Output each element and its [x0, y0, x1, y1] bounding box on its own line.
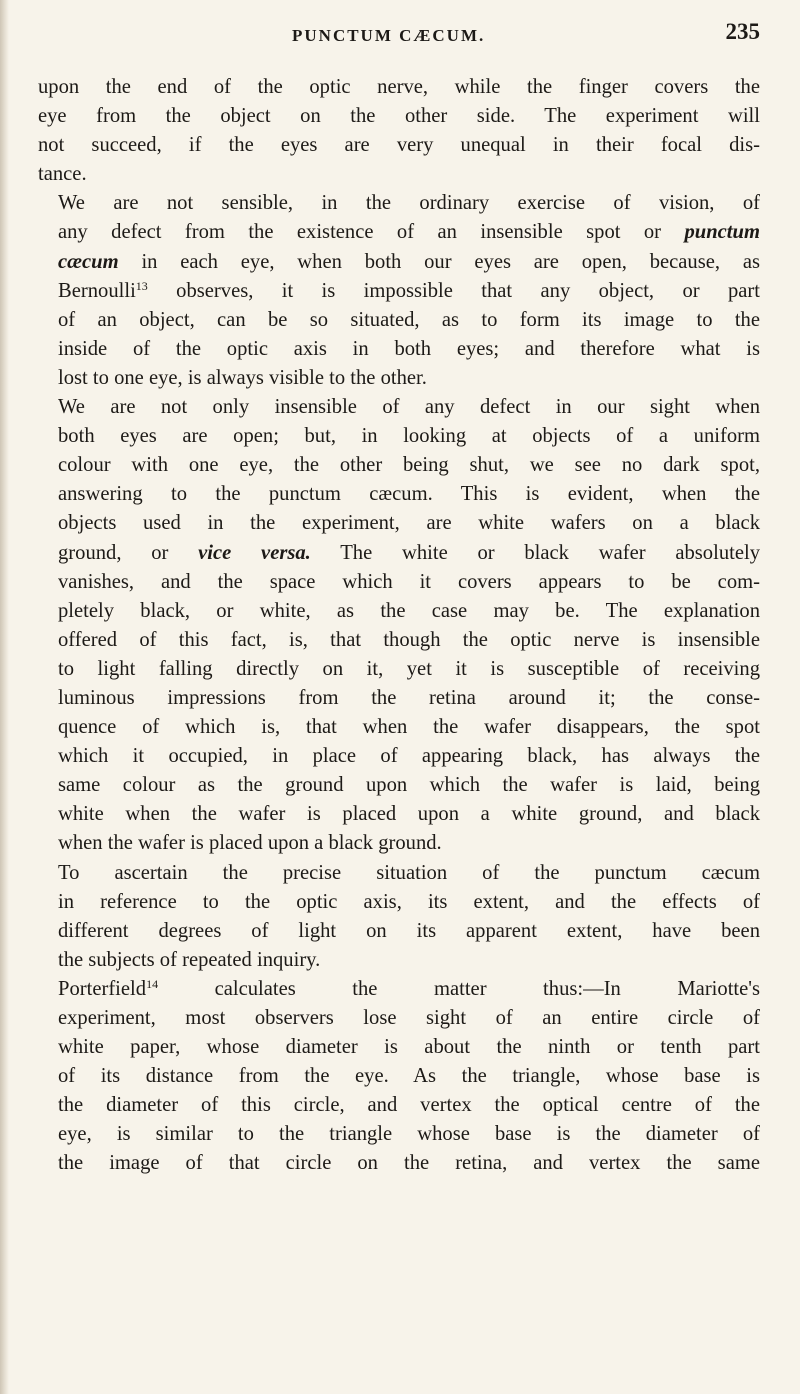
paragraph-2 — [38, 189, 760, 393]
text-segment: calculates the matter thus:—In Mariotte's — [214, 977, 760, 1000]
paragraph-4 — [38, 859, 760, 975]
text-line: experiment, most observers lose sight of an entire circle of — [58, 1007, 760, 1029]
italic-term: vice versa. — [198, 541, 311, 564]
italic-term: cæcum — [58, 250, 119, 273]
text-line — [38, 277, 760, 306]
text-line: answering to the punctum cæcum. This is evident, when the — [58, 483, 760, 506]
text-segment: observes, it is impossible that any object, or part — [176, 279, 760, 302]
paragraph-5 — [38, 975, 760, 1179]
text-line: which it occupied, in place of appearing black, has always the — [58, 745, 760, 768]
text-line: not succeed, if the eyes are very unequal in their focal dis- — [38, 134, 760, 157]
text-line: the diameter of this circle, and vertex the optical centre of the — [58, 1094, 760, 1117]
page-header — [38, 0, 760, 58]
text-line: pletely black, or white, as the case may be. The explanation — [58, 599, 760, 622]
text-line: luminous impressions from the retina around it; the conse- — [58, 686, 760, 709]
paragraph-3 — [38, 393, 760, 859]
text-line: of its distance from the eye. As the triangle, whose base is — [58, 1065, 760, 1088]
text-line: different degrees of light on its apparent extent, have been — [58, 919, 760, 942]
text-line: same colour as the ground upon which the wafer is laid, being — [58, 774, 760, 797]
text-line — [38, 189, 760, 218]
text-line: when the wafer is placed upon a black ground. — [58, 832, 442, 855]
text-line: colour with one eye, the other being shut, we see no dark spot, — [58, 454, 760, 477]
text-line: lost to one eye, is always visible to the other. — [58, 366, 427, 389]
text-segment: We are not sensible, in the ordinary exercise of vision, of — [58, 192, 760, 215]
text-line: of an object, can be so situated, as to form its image to the — [58, 308, 760, 331]
paragraph-1 — [38, 73, 760, 189]
author-name: Porterfield — [58, 977, 147, 1000]
text-line: objects used in the experiment, are white wafers on a black — [58, 512, 760, 535]
text-line: quence of which is, that when the wafer disappears, the spot — [58, 716, 760, 739]
text-line: offered of this fact, is, that though the optic nerve is insensible — [58, 628, 760, 651]
text-line — [38, 975, 760, 1004]
footnote-ref: 13 — [135, 278, 148, 293]
text-line: tance. — [38, 163, 87, 186]
text-line: both eyes are open; but, in looking at objects of a uniform — [58, 425, 760, 448]
text-segment: any defect from the existence of an insensible spot or — [58, 221, 685, 244]
italic-term: punctum — [684, 221, 760, 244]
text-line: eye, is similar to the triangle whose base is the diameter of — [58, 1123, 760, 1146]
text-line: To ascertain the precise situation of the punctum cæcum — [58, 861, 760, 884]
text-line: eye from the object on the other side. The experiment will — [38, 105, 760, 128]
text-line: in reference to the optic axis, its extent, and the effects of — [58, 890, 760, 913]
text-segment: The white or black wafer absolutely — [310, 541, 760, 564]
text-line: upon the end of the optic nerve, while the finger covers the — [38, 76, 760, 98]
page-spine-shadow — [0, 0, 9, 1394]
text-line: vanishes, and the space which it covers appears to be com- — [58, 570, 760, 593]
text-line: the subjects of repeated inquiry. — [58, 948, 321, 971]
text-line — [38, 248, 760, 277]
text-line: inside of the optic axis in both eyes; and therefore what is — [58, 337, 760, 360]
footnote-ref: 14 — [146, 976, 159, 991]
author-name: Bernoulli — [58, 279, 136, 302]
page-number: 235 — [725, 19, 760, 44]
book-page — [38, 0, 760, 1179]
text-line: the image of that circle on the retina, and vertex the same — [58, 1152, 760, 1175]
running-head: PUNCTUM CÆCUM. — [292, 26, 486, 45]
text-segment: ground, or — [58, 541, 199, 564]
body-text — [38, 73, 760, 1179]
text-line — [38, 539, 760, 568]
text-line: white when the wafer is placed upon a white ground, and black — [58, 803, 760, 826]
text-line: white paper, whose diameter is about the ninth or tenth part — [58, 1036, 760, 1059]
text-line — [38, 218, 760, 247]
text-segment: in each eye, when both our eyes are open, because, as — [141, 250, 760, 273]
text-line: We are not only insensible of any defect in our sight when — [58, 396, 760, 419]
text-line: to light falling directly on it, yet it is susceptible of receiving — [58, 657, 760, 680]
